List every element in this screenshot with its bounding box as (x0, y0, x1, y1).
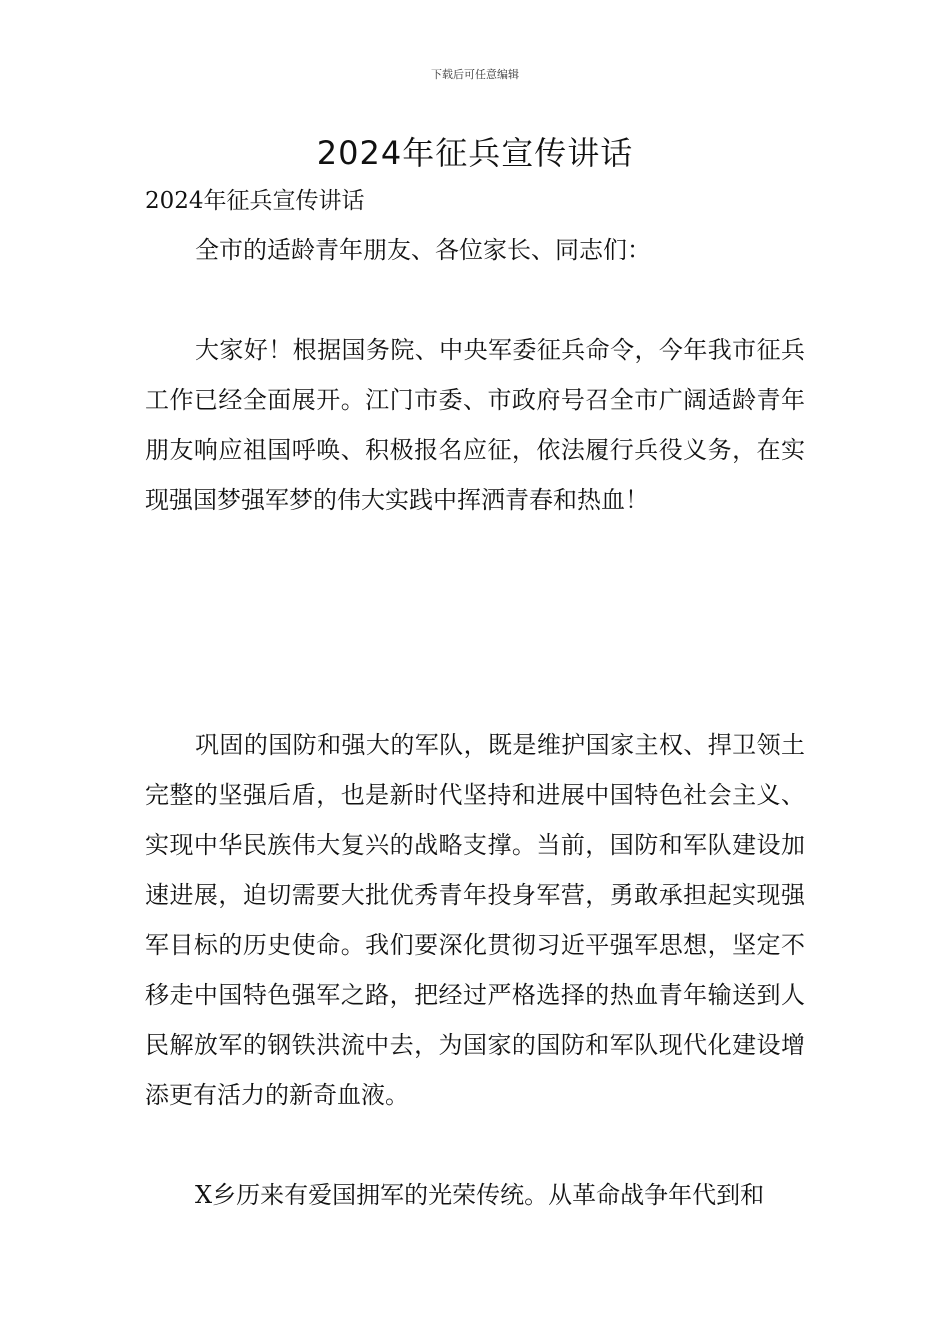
document-title: 2024年征兵宣传讲话 (316, 134, 634, 172)
document-subtitle: 2024年征兵宣传讲话 (145, 188, 365, 214)
body-paragraph-2: 巩固的国防和强大的军队，既是维护国家主权、捍卫领土完整的坚强后盾，也是新时代坚持和进展中国特色社会主义、实现中华民族伟大复兴的战略支撑。当前，国防和军队建设加速进展，迫切需要大批优秀青年投身军营，勇敢承担起实现强军目标的历史使命。我们要深化贯彻习近平强军思想，坚定不移走中国特色强军之路，把经过严格选择的热血青年输送到人民解放军的钢铁洪流中去，为国家的国防和军队现代化建设增添更有活力的新奇血液。 (145, 731, 805, 1109)
greeting-paragraph: 全市的适龄青年朋友、各位家长、同志们： (195, 236, 651, 264)
body-paragraph-1: 大家好！根据国务院、中央军委征兵命令，今年我市征兵工作已经全面展开。江门市委、市政府号召全市广阔适龄青年朋友响应祖国呼唤、积极报名应征，依法履行兵役义务，在实现强国梦强军梦的伟大实践中挥洒青春和热血！ (145, 336, 805, 514)
body-paragraph-3: X乡历来有爱国拥军的光荣传统。从革命战争年代到和 (195, 1181, 765, 1209)
header-note: 下载后可任意编辑 (431, 68, 519, 81)
